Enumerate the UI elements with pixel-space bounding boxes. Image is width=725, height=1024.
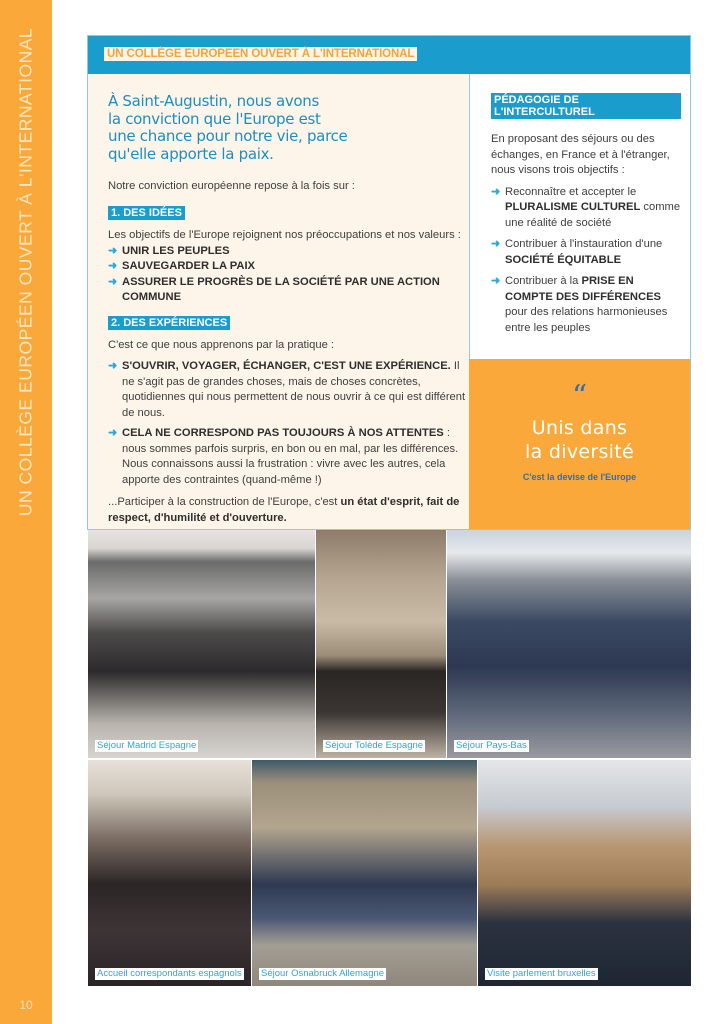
- quote-icon: “: [571, 379, 588, 414]
- closing-statement: ...Participer à la construction de l'Europe, c'est un état d'esprit, fait de respect, d'humilité et d'ouverture.: [108, 496, 460, 524]
- photo-caption: Séjour Pays-Bas: [456, 740, 527, 751]
- motto-box: [469, 359, 690, 529]
- intro-line: qu'elle apporte la paix.: [108, 144, 274, 163]
- photo-caption: Séjour Osnabruck Allemagne: [261, 968, 385, 979]
- pedagogy-panel: [469, 74, 690, 359]
- photo-madrid: [88, 530, 315, 758]
- experience-bullet: ➜ S'OUVRIR, VOYAGER, ÉCHANGER, C'EST UNE EXPÉRIENCE. Il ne s'agit pas de grandes choses, mais de choses concrètes, quotidiennes qui nous permettent de nous ouvrir à ce qui est différent de nous.: [108, 360, 466, 419]
- page-number: 10: [19, 998, 33, 1012]
- pedagogy-text: En proposant des séjours ou des échanges, en France et à l'étranger, nous visons trois objectifs :: [491, 133, 670, 176]
- photo-caption: Séjour Tolède Espagne: [325, 740, 424, 751]
- motto-caption: C'est la devise de l'Europe: [522, 472, 637, 482]
- photo-caption: Séjour Madrid Espagne: [97, 740, 197, 751]
- intro-line: À Saint-Augustin, nous avons: [108, 92, 320, 110]
- photo-parlement: [478, 760, 691, 986]
- vertical-section-title: UN COLLÈGE EUROPÉEN OUVERT À L'INTERNATIONAL: [15, 27, 36, 517]
- photo-toledo: [316, 530, 446, 758]
- arrow-right-icon: ➜: [491, 185, 501, 198]
- side-band: [0, 0, 52, 1024]
- photo-pays-bas: [447, 530, 691, 758]
- pedagogy-bullet: ➜ Contribuer à la PRISE EN COMPTE DES DIFFÉRENCES pour des relations harmonieuses entre les peuples: [491, 275, 668, 334]
- arrow-right-icon: ➜: [491, 238, 501, 250]
- idea-bullet: ➜ UNIR LES PEUPLES: [108, 244, 468, 260]
- pedagogy-bullet: ➜ Contribuer à l'instauration d'une SOCIÉTÉ ÉQUITABLE: [491, 238, 663, 266]
- photo-caption: Visite parlement bruxelles: [487, 968, 596, 979]
- arrow-right-icon: ➜: [108, 427, 118, 439]
- arrow-right-icon: ➜: [491, 275, 501, 287]
- section-tag-experiences: 2. DES EXPÉRIENCES: [108, 316, 230, 330]
- intro-line: la conviction que l'Europe est: [108, 109, 321, 128]
- frame-header: [88, 36, 690, 74]
- pedagogy-tag: PÉDAGOGIE DE L'INTERCULTUREL: [491, 93, 681, 119]
- experience-bullet: ➜ CELA NE CORRESPOND PAS TOUJOURS À NOS ATTENTES : nous sommes parfois surpris, en bon ou en mal, par les différences. Nous connaissons aussi la frustration : vivre avec les autres, cela apporte des contraintes (quand-même !): [108, 427, 459, 486]
- section-experiences-text: C'est ce que nous apprenons par la pratique :: [108, 338, 335, 351]
- frame-title: UN COLLÈGE EUROPEEN OUVERT À L'INTERNATIONAL: [104, 47, 417, 61]
- section-tag-ideas: 1. DES IDÉES: [108, 206, 185, 220]
- intro-line: une chance pour notre vie, parce: [108, 127, 348, 145]
- photo-osnabruck: [252, 760, 477, 986]
- arrow-right-icon: ➜: [108, 360, 118, 372]
- lead-text: Notre conviction européenne repose à la fois sur :: [108, 180, 355, 192]
- arrow-right-icon: ➜: [108, 260, 118, 272]
- content-frame: [87, 35, 691, 530]
- main-column: [108, 93, 468, 526]
- photo-correspondants: [88, 760, 251, 986]
- idea-bullet: ➜ SAUVEGARDER LA PAIX: [108, 259, 468, 275]
- photo-caption: Accueil correspondants espagnols: [97, 968, 242, 979]
- pedagogy-bullet: ➜ Reconnaître et accepter le PLURALISME CULTUREL comme une réalité de société: [491, 185, 681, 229]
- arrow-right-icon: ➜: [108, 275, 118, 288]
- motto-text: Unis dans la diversité: [525, 417, 634, 463]
- arrow-right-icon: ➜: [108, 244, 118, 257]
- intro-statement: [108, 93, 468, 163]
- idea-bullet: ➜ ASSURER LE PROGRÈS DE LA SOCIÉTÉ PAR UNE ACTION COMMUNE: [108, 275, 440, 303]
- section-ideas-text: Les objectifs de l'Europe rejoignent nos préoccupations et nos valeurs :: [108, 229, 461, 241]
